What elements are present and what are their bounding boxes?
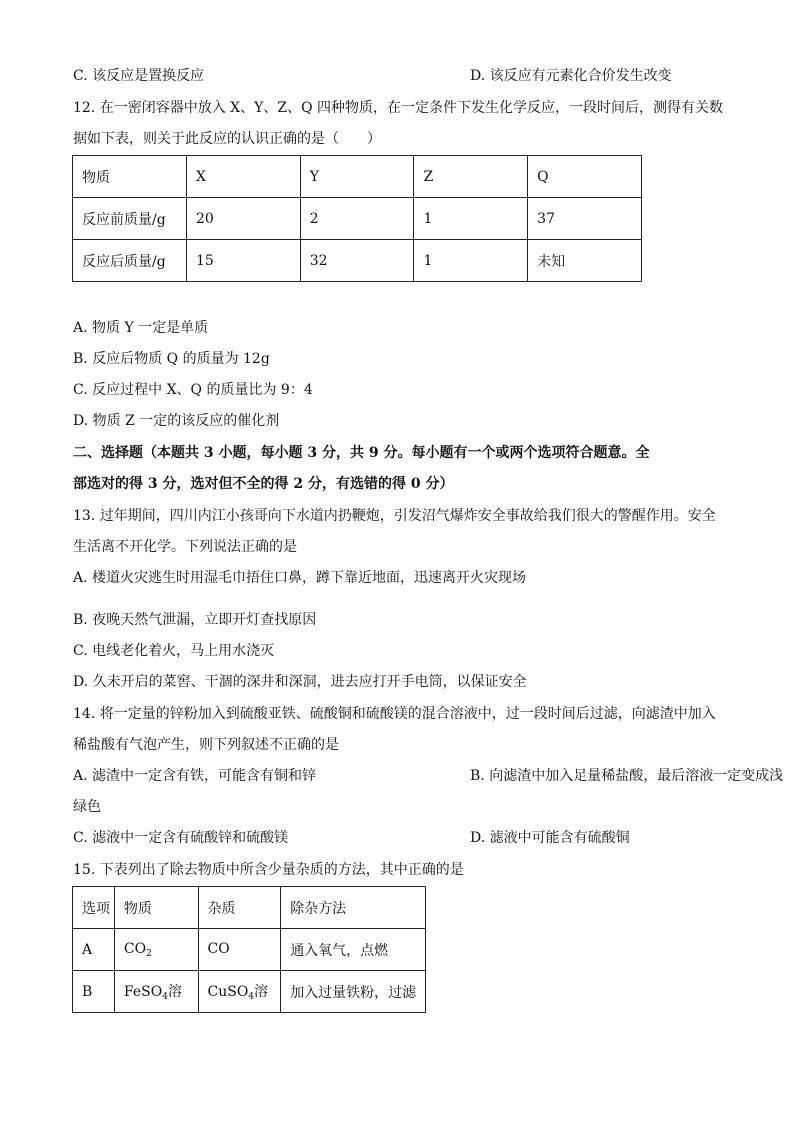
formula-suffix: 溶 (254, 984, 269, 1000)
q13-option-c: C. 电线老化着火，马上用水浇灭 (73, 643, 275, 659)
table-cell: 未知 (528, 240, 642, 282)
table-cell: 15 (186, 240, 300, 282)
formula-subscript: 2 (146, 948, 152, 959)
table-header-cell: 物质 (73, 156, 187, 198)
q14-option-row2 (73, 828, 630, 848)
q13-option-d: D. 久未开启的菜窖、干涸的深井和深洞，进去应打开手电筒，以保证安全 (73, 674, 527, 690)
formula-text: CO (207, 940, 230, 957)
q12-option-c: C. 反应过程中 X、Q 的质量比为 9：4 (73, 382, 313, 398)
table-cell: 1 (414, 198, 528, 240)
table-cell: 37 (528, 198, 642, 240)
q14-option-d: D. 滤液中可能含有硫酸铜 (470, 830, 630, 846)
formula-cell (114, 971, 198, 1013)
formula-text: CuSO (207, 984, 249, 1000)
q11-option-row (73, 66, 672, 86)
q12-option-a: A. 物质 Y 一定是单质 (73, 320, 209, 336)
table-header-cell: X (186, 156, 300, 198)
table-row (73, 971, 426, 1013)
q13-option-b: B. 夜晚天然气泄漏，立即开灯查找原因 (73, 612, 317, 628)
q12-option-d: D. 物质 Z 一定的该反应的催化剂 (73, 413, 280, 429)
table-cell: 1 (414, 240, 528, 282)
q12-option-b: B. 反应后物质 Q 的质量为 12g (73, 351, 270, 367)
q14-stem-line1: 14. 将一定量的锌粉加入到硫酸亚铁、硫酸铜和硫酸镁的混合溶液中，过一段时间后过滤，向滤渣中加入 (73, 706, 716, 722)
table-cell: 加入过量铁粉，过滤 (281, 971, 426, 1013)
q12-stem-line2: 据如下表，则关于此反应的认识正确的是（ ） (73, 131, 381, 147)
q14-stem-line2: 稀盐酸有气泡产生，则下列叙述不正确的是 (73, 737, 339, 753)
table-cell: 反应前质量/g (73, 198, 187, 240)
q12-data-table (72, 155, 642, 282)
formula-text: FeSO (123, 984, 163, 1000)
table-header-cell: 选项 (73, 887, 115, 929)
formula-text: CO (123, 940, 147, 957)
table-cell: A (73, 929, 115, 971)
table-header-cell: 杂质 (198, 887, 281, 929)
table-header-cell: 除杂方法 (281, 887, 426, 929)
section2-heading-line1: 二、选择题（本题共 3 小题，每小题 3 分，共 9 分。每小题有一个或两个选项符合题意。全 (73, 445, 650, 461)
q14-option-c: C. 滤液中一定含有硫酸锌和硫酸镁 (73, 830, 289, 846)
q13-stem-line2: 生活离不开化学。下列说法正确的是 (73, 539, 297, 555)
section2-heading-line2: 部选对的得 3 分，选对但不全的得 2 分，有选错的得 0 分） (73, 476, 454, 492)
q12-stem-line1: 12. 在一密闭容器中放入 X、Y、Z、Q 四种物质，在一定条件下发生化学反应，一段时间后，测得有关数 (73, 100, 724, 116)
q14-option-a: A. 滤渣中一定含有铁，可能含有铜和锌 (73, 768, 317, 784)
formula-subscript: 4 (162, 992, 168, 1002)
table-header-cell: Y (300, 156, 414, 198)
table-header-cell: Z (414, 156, 528, 198)
formula-cell (198, 929, 281, 971)
table-cell: B (73, 971, 115, 1013)
table-cell: 20 (186, 198, 300, 240)
table-header-cell: 物质 (114, 887, 198, 929)
table-row (73, 240, 642, 282)
q14-option-b: B. 向滤渣中加入足量稀盐酸，最后溶液一定变成浅 (470, 768, 784, 784)
q11-option-d: D. 该反应有元素化合价发生改变 (470, 68, 672, 84)
table-row (73, 198, 642, 240)
formula-subscript: 4 (248, 992, 255, 1002)
q14-option-row1 (73, 766, 784, 786)
q13-stem-line1: 13. 过年期间，四川内江小孩哥向下水道内扔鞭炮，引发沼气爆炸安全事故给我们很大的警醒作用。安全 (73, 508, 716, 524)
q14-option-b-continued: 绿色 (73, 799, 101, 815)
formula-cell (114, 929, 198, 971)
q13-option-a: A. 楼道火灾逃生时用湿毛巾捂住口鼻，蹲下靠近地面，迅速离开火灾现场 (73, 570, 527, 586)
table-header-cell: Q (528, 156, 642, 198)
q15-options-table (72, 886, 426, 1013)
table-cell: 2 (300, 198, 414, 240)
table-header-row (73, 887, 426, 929)
table-cell: 32 (300, 240, 414, 282)
table-row (73, 929, 426, 971)
q15-stem: 15. 下表列出了除去物质中所含少量杂质的方法，其中正确的是 (73, 862, 464, 878)
formula-suffix: 溶 (167, 984, 182, 1000)
q11-option-c: C. 该反应是置换反应 (73, 68, 205, 84)
table-cell: 通入氧气，点燃 (281, 929, 426, 971)
table-cell: 反应后质量/g (73, 240, 187, 282)
formula-cell (198, 971, 281, 1013)
table-header-row (73, 156, 642, 198)
